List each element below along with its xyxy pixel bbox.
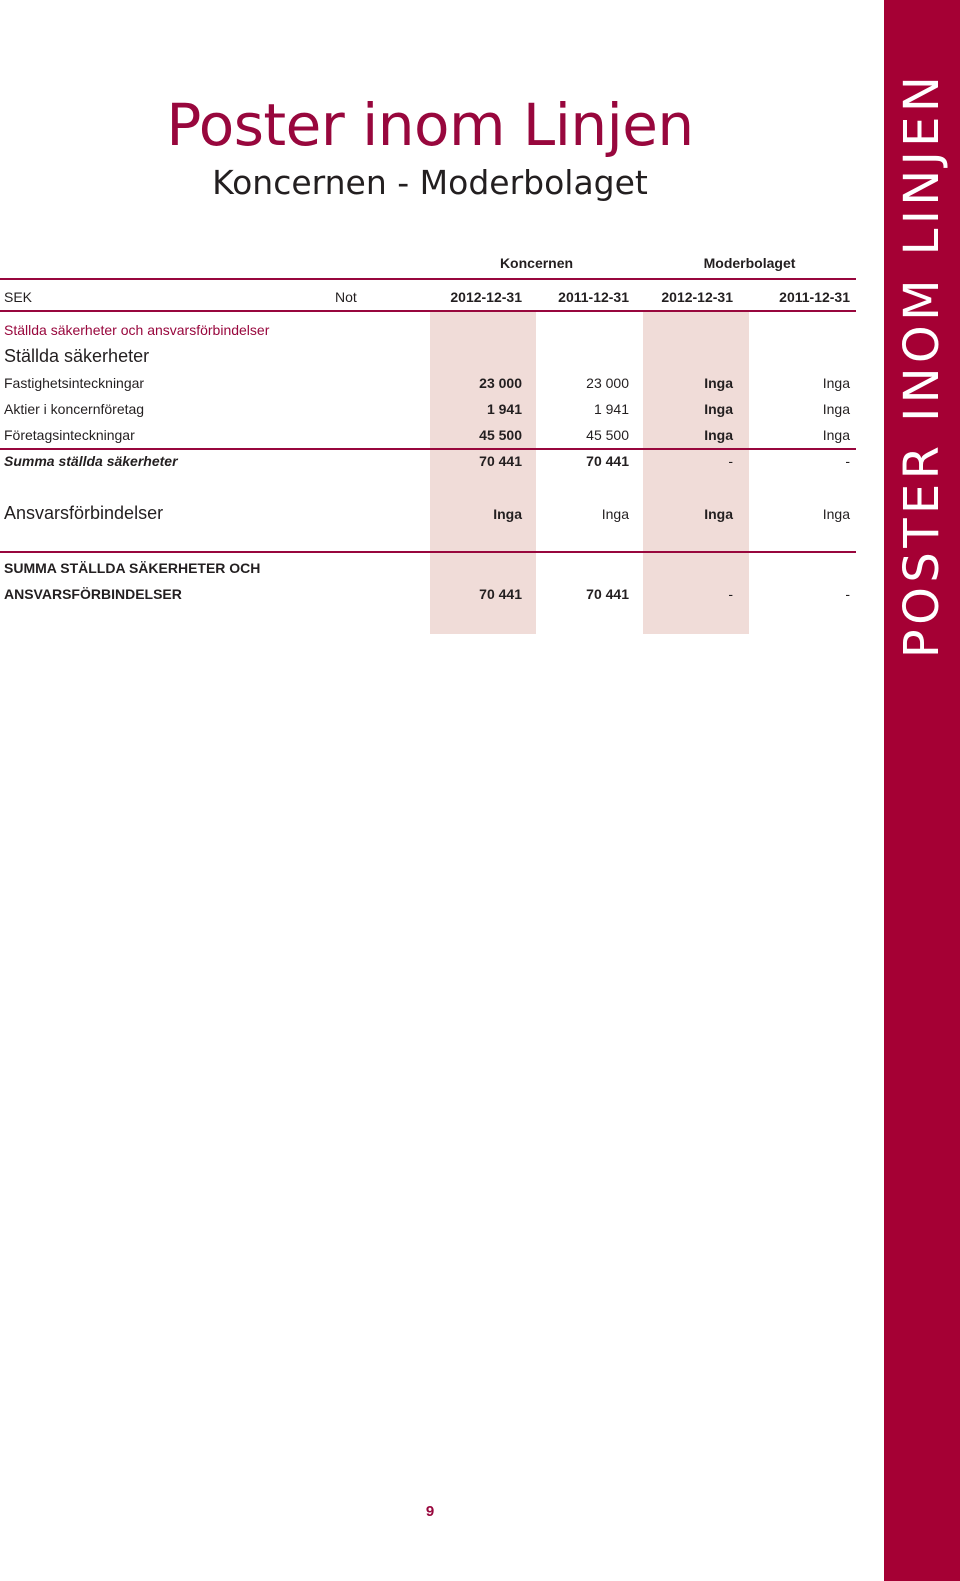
row-value: 45 500	[586, 427, 629, 443]
liabilities-value: Inga	[704, 506, 733, 522]
row-label: Fastighetsinteckningar	[4, 375, 145, 391]
liabilities-value: Inga	[601, 506, 629, 522]
row-value: 23 000	[479, 375, 522, 391]
row-label: Aktier i koncernföretag	[4, 401, 145, 417]
note-header: Not	[335, 289, 357, 305]
date-header: 2012-12-31	[661, 289, 733, 305]
total-value: 70 441	[479, 586, 522, 602]
group-header-moderbolaget: Moderbolaget	[703, 255, 796, 271]
sum-label: Summa ställda säkerheter	[4, 453, 178, 469]
date-header: 2012-12-31	[450, 289, 522, 305]
row-value: 1 941	[486, 401, 522, 417]
row-value: Inga	[704, 375, 733, 391]
total-value: 70 441	[586, 586, 629, 602]
date-header: 2011-12-31	[558, 289, 629, 305]
row-value: Inga	[822, 427, 850, 443]
group-header-koncernen: Koncernen	[499, 255, 574, 271]
row-value: 45 500	[479, 427, 522, 443]
total-label: ANSVARSFÖRBINDELSER	[4, 586, 182, 602]
total-label: SUMMA STÄLLDA SÄKERHETER OCH	[4, 560, 261, 576]
row-value: Inga	[704, 401, 733, 417]
sum-value: 70 441	[586, 453, 629, 469]
currency-header: SEK	[4, 289, 33, 305]
liabilities-value: Inga	[493, 506, 522, 522]
total-value: -	[728, 586, 733, 602]
section-heading: Ställda säkerheter och ansvarsförbindelser	[4, 322, 270, 338]
total-value: -	[845, 586, 850, 602]
sum-value: -	[728, 453, 733, 469]
date-header: 2011-12-31	[779, 289, 850, 305]
sum-value: 70 441	[479, 453, 522, 469]
liabilities-label: Ansvarsförbindelser	[4, 503, 164, 523]
sum-rule	[0, 448, 856, 450]
row-value: Inga	[822, 401, 850, 417]
header-top-rule	[0, 278, 856, 280]
moderbolaget-current-year-shade	[643, 312, 749, 634]
row-value: 1 941	[593, 401, 629, 417]
row-value: Inga	[704, 427, 733, 443]
subsection-heading: Ställda säkerheter	[4, 346, 150, 366]
sum-value: -	[845, 453, 850, 469]
liabilities-value: Inga	[822, 506, 850, 522]
total-rule	[0, 551, 856, 553]
row-value: 23 000	[586, 375, 629, 391]
page-title: Poster inom Linjen	[166, 91, 694, 159]
side-banner-label: POSTER INOM LINJEN	[894, 71, 950, 659]
page-number: 9	[425, 1503, 435, 1520]
page-subtitle: Koncernen - Moderbolaget	[212, 163, 648, 202]
row-value: Inga	[822, 375, 850, 391]
header-bottom-rule	[0, 310, 856, 312]
row-label: Företagsinteckningar	[4, 427, 135, 443]
